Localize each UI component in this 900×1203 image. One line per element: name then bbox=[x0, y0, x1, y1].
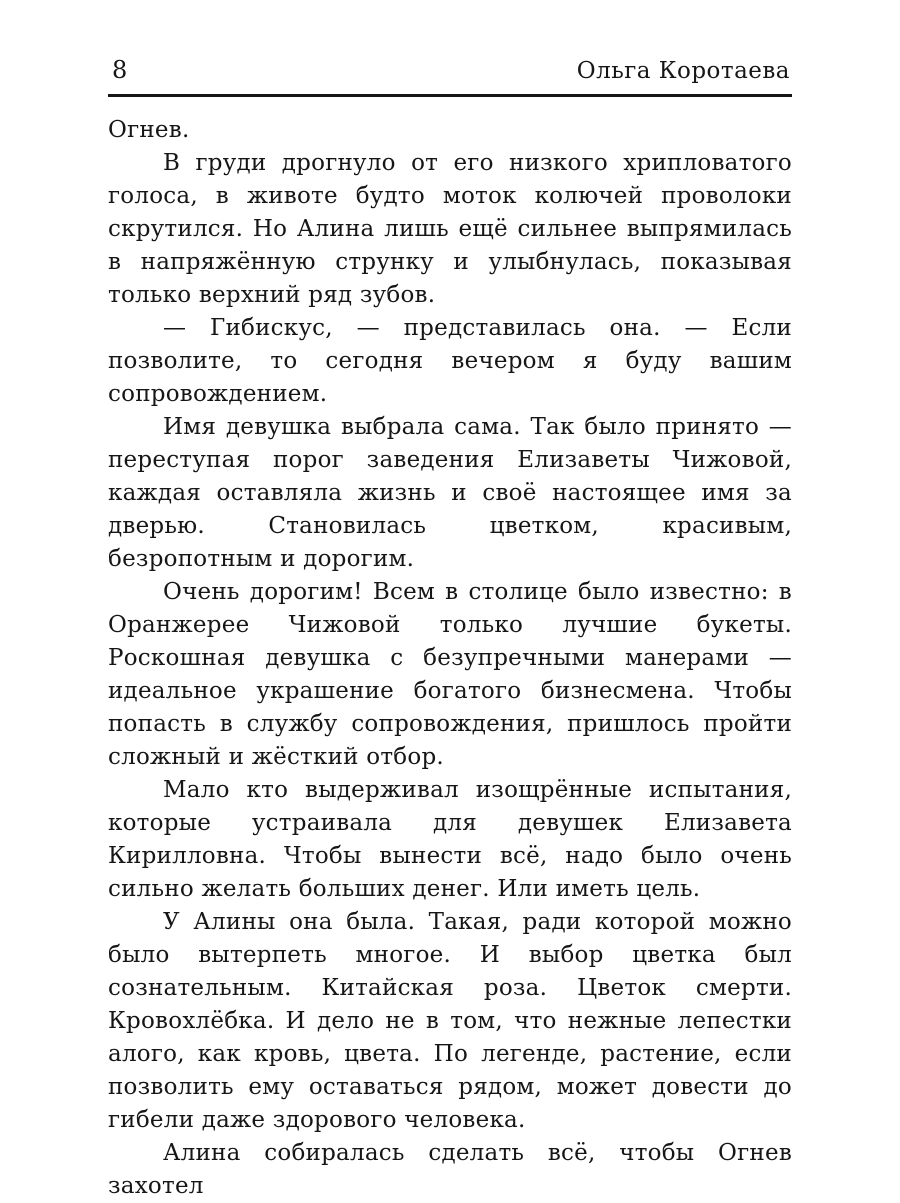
paragraph: Мало кто выдерживал изощрённые испытания, которые устраивала для девушек Елизавета Кирилловна. Чтобы вынести всё, надо было очень сильно желать больших денег. Или иметь цель. bbox=[108, 777, 792, 902]
text-block bbox=[108, 114, 792, 1203]
paragraph: Очень дорогим! Всем в столице было известно: в Оранжерее Чижовой только лучшие букеты. Роскошная девушка с безупречными манерами — идеальное украшение богатого бизнесмена. Чтобы попасть в службу сопровождения, пришлось пройти сложный и жёсткий отбор. bbox=[108, 579, 792, 770]
paragraph: В груди дрогнуло от его низкого хрипловатого голоса, в животе будто моток колючей проволоки скрутился. Но Алина лишь ещё сильнее выпрямилась в напряжённую струнку и улыбнулась, показывая только верхний ряд зубов. bbox=[108, 150, 792, 308]
paragraph: У Алины она была. Такая, ради которой можно было вытерпеть многое. И выбор цветка был сознательным. Китайская роза. Цветок смерти. Кровохлёбка. И дело не в том, что нежные лепестки алого, как кровь, цвета. По легенде, растение, если позволить ему оставаться рядом, может довести до гибели даже здорового человека. bbox=[108, 909, 792, 1133]
paragraph: Огнев. bbox=[108, 117, 190, 143]
page-header bbox=[108, 56, 792, 97]
running-title-author: Ольга Коротаева bbox=[576, 58, 790, 84]
paragraph: — Гибискус, — представилась она. — Если позволите, то сегодня вечером я буду вашим сопровождением. bbox=[108, 315, 792, 407]
paragraph: Имя девушка выбрала сама. Так было принято — переступая порог заведения Елизаветы Чижовой, каждая оставляла жизнь и своё настоящее имя за дверью. Становилась цветком, красивым, безропотным и дорогим. bbox=[108, 414, 792, 572]
paragraph: Алина собиралась сделать всё, чтобы Огнев захотел bbox=[108, 1140, 792, 1199]
page-number: 8 bbox=[112, 56, 128, 84]
